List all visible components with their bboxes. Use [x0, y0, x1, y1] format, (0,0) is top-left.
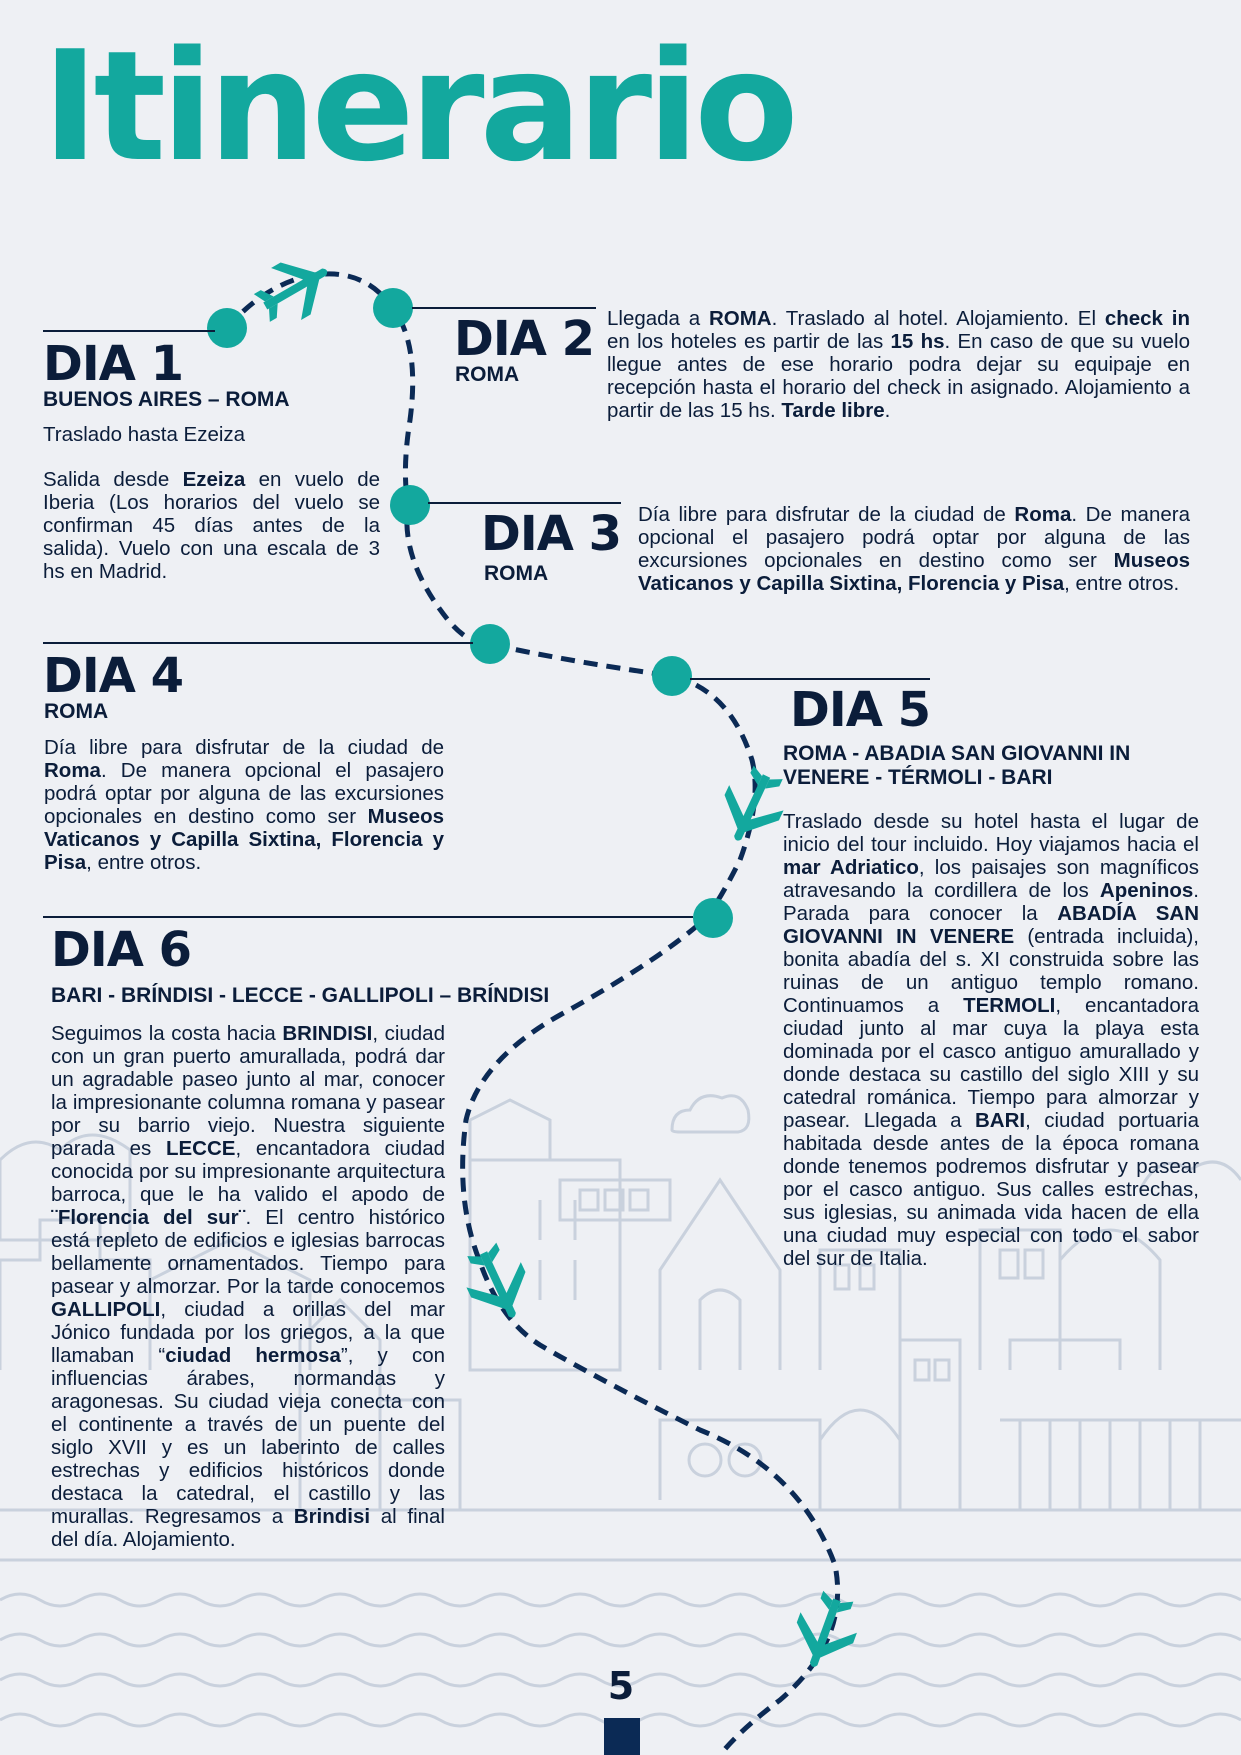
route-stop-dot [470, 624, 510, 664]
route-stop-dot [652, 656, 692, 696]
day-5-rule [690, 678, 930, 680]
day-5-heading: DIA 5 [790, 682, 930, 738]
description-paragraph: Día libre para disfrutar de la ciudad de Roma. De manera opcional el pasajero podrá optar por alguna de las excursiones opcionales en destino como ser Museos Vaticanos y Capilla Sixtina, Florencia y Pisa, entre otros. [44, 736, 444, 874]
day-3-rule [428, 502, 621, 504]
route-stop-dot [373, 288, 413, 328]
day-1-description [43, 423, 380, 583]
day-1-heading: DIA 1 [43, 336, 183, 392]
description-paragraph: Día libre para disfrutar de la ciudad de Roma. De manera opcional el pasajero podrá optar por alguna de las excursiones opcionales en destino como ser Museos Vaticanos y Capilla Sixtina, Florencia y Pisa, entre otros. [638, 503, 1190, 595]
description-paragraph: Traslado hasta Ezeiza [43, 423, 246, 446]
route-stop-dot [390, 485, 430, 525]
day-4-subtitle: ROMA [44, 700, 109, 723]
day-1-subtitle: BUENOS AIRES – ROMA [43, 388, 290, 411]
day-3-heading: DIA 3 [481, 506, 621, 562]
airplane-icon [247, 245, 342, 334]
day-5-description [783, 810, 1199, 1270]
day-2-rule [412, 307, 596, 309]
day-1-rule [43, 330, 215, 332]
route-stop-dot [207, 308, 247, 348]
day-6-rule [43, 916, 693, 918]
description-paragraph: Salida desde Ezeiza en vuelo de Iberia (Los horarios del vuelo se confirman 45 días antes de la salida). Vuelo con una escala de 3 hs en Madrid. [43, 468, 380, 583]
day-5-subtitle: ROMA - ABADIA SAN GIOVANNI IN VENERE - TÉRMOLI - BARI [783, 742, 1131, 790]
page-number: 5 [607, 1664, 635, 1708]
description-paragraph: Seguimos la costa hacia BRINDISI, ciudad con un gran puerto amurallada, podrá dar un agradable paseo junto al mar, conocer la impresionante columna romana y pasear por su barrio viejo. Nuestra siguiente parada es LECCE, encantadora ciudad conocida por su impresionante arquitectura barroca, que le ha valido el apodo de ¨Florencia del sur¨. El centro histórico está repleto de edificios e iglesias barrocas bellamente ornamentados. Tiempo para pasear y almorzar. Por la tarde conocemos GALLIPOLI, ciudad a orillas del mar Jónico fundada por los griegos, a la que llamaban “ciudad hermosa”, y con influencias árabes, normandas y aragonesas. Su ciudad vieja conecta con el continente a través de un puente del siglo XVII y es un laberinto de calles estrechas y edificios históricos donde destaca la catedral, el castillo y las murallas. Regresamos a Brindisi al final del día. Alojamiento. [51, 1022, 446, 1551]
description-paragraph: Traslado desde su hotel hasta el lugar de inicio del tour incluido. Hoy viajamos hacia el mar Adriatico, los paisajes son magníficos atravesando la cordillera de los Apeninos. Parada para conocer la ABADÍA SAN GIOVANNI IN VENERE (entrada incluida), bonita abadía del s. XI construida sobre las ruinas de un antiguo templo romano. Continuamos a TERMOLI, encantadora ciudad junto al mar cuya la playa esta dominada por el casco antiguo amurallado y donde destaca su castillo del siglo XIII y su catedral románica. Tiempo para almorzar y pasear. Llegada a BARI, ciudad portuaria habitada desde antes de la época romana donde tenemos podremos disfrutar y pasear por el casco antiguo. Sus calles estrechas, sus iglesias, su animada vida hacen de ella una ciudad muy especial con todo el sabor del sur de Italia. [783, 810, 1200, 1270]
day-4-rule [43, 642, 473, 644]
day-6-subtitle: BARI - BRÍNDISI - LECCE - GALLIPOLI – BRÍNDISI [51, 984, 550, 1007]
page-title: Itinerario [42, 18, 794, 195]
day-2-heading: DIA 2 [454, 311, 594, 367]
day-4-description [44, 736, 444, 874]
airplane-icon [784, 1586, 866, 1677]
page-tab [604, 1718, 640, 1755]
day-3-description [638, 503, 1190, 595]
airplane-icon [455, 1237, 541, 1330]
description-paragraph: Llegada a ROMA. Traslado al hotel. Alojamiento. El check in en los hoteles es partir de las 15 hs. En caso de que su vuelo llegue antes de ese horario podra dejar su equipaje en recepción hasta el horario del check in asignado. Alojamiento a partir de las 15 hs. Tarde libre. [607, 307, 1190, 422]
day-2-description [607, 307, 1190, 422]
day-6-heading: DIA 6 [51, 922, 191, 978]
day-4-heading: DIA 4 [43, 648, 183, 704]
day-3-subtitle: ROMA [484, 562, 549, 585]
day-2-subtitle: ROMA [455, 363, 520, 386]
route-stop-dot [693, 898, 733, 938]
day-6-description [51, 1022, 445, 1551]
